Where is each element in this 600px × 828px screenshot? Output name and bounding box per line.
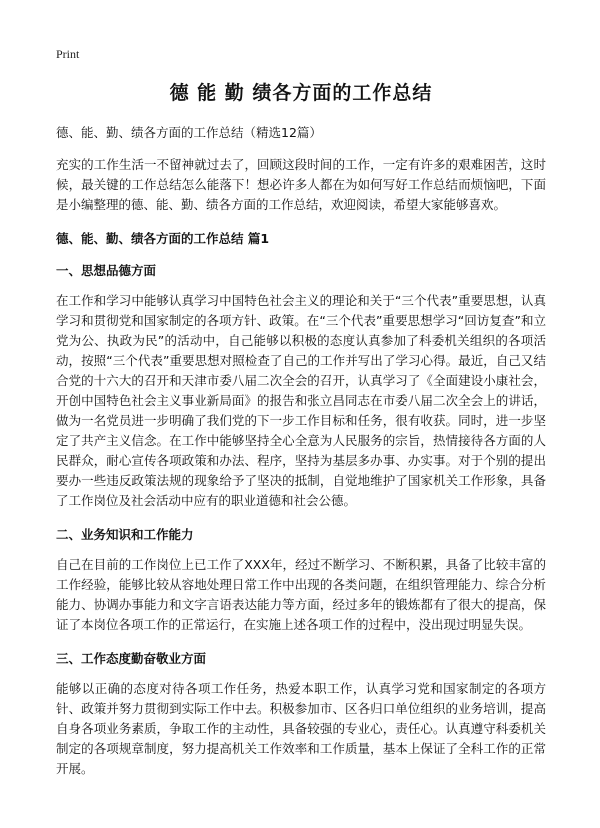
intro-paragraph: 充实的工作生活一不留神就过去了，回顾这段时间的工作，一定有许多的艰难困苦，这时候，最关键的工作总结怎么能落下！想必许多人都在为如何写好工作总结而烦恼吧，下面是小编整理的德、能、勤、绩各方面的工作总结，欢迎阅读，希望大家能够喜欢。: [56, 157, 546, 212]
part-heading-3: 三、工作态度勤奋敬业方面: [56, 651, 207, 666]
document-body: [56, 72, 546, 791]
document-subtitle: 德、能、勤、绩各方面的工作总结（精选12篇）: [56, 125, 322, 140]
part-body-2: 自己在目前的工作岗位上已工作了XXX年，经过不断学习、不断积累，具备了比较丰富的工作经验，能够比较从容地处理日常工作中出现的各类问题，在组织管理能力、综合分析能力、协调办事能力和文字言语表达能力等方面，经过多年的锻炼都有了很大的提高，保证了本岗位各项工作的正常运行，在实施上述各项工作的过程中，没出现过明显失误。: [56, 557, 546, 632]
print-link[interactable]: Print: [56, 47, 80, 61]
part-heading-2: 二、业务知识和工作能力: [56, 527, 194, 542]
part-heading-1: 一、思想品德方面: [56, 263, 157, 278]
part-body-3: 能够以正确的态度对待各项工作任务，热爱本职工作，认真学习党和国家制定的各项方针、政策并努力贯彻到实际工作中去。积极参加市、区各归口单位组织的业务培训，提高自身各项业务素质，争取工作的主动性，具备较强的专业心，责任心。认真遵守科委机关制定的各项规章制度，努力提高机关工作效率和工作质量，基本上保证了全科工作的正常开展。: [56, 681, 546, 776]
document-title: 德 能 勤 绩各方面的工作总结: [169, 82, 433, 104]
section-title: 德、能、勤、绩各方面的工作总结 篇1: [56, 231, 270, 246]
part-body-1: 在工作和学习中能够认真学习中国特色社会主义的理论和关于“三个代表”重要思想，认真学习和贯彻党和国家制定的各项方针、政策。在“三个代表”重要思想学习“回访复查”和立党为公、执政为民”的活动中，自己能够以积极的态度认真参加了科委机关组织的各项活动，按照“三个代表”重要思想对照检查了自己的工作并写出了学习心得。最近，自己又结合党的十六大的召开和天津市委八届二次全会的召开，认真学习了《全面建设小康社会，开创中国特色社会主义事业新局面》的报告和张立昌同志在市委八届二次全会上的讲话，做为一名党员进一步明确了我们党的下一步工作目标和任务，很有收获。同时，进一步坚定了共产主义信念。在工作中能够坚持全心全意为人民服务的宗旨，热情接待各方面的人民群众，耐心宣传各项政策和办法、程序，坚持为基层多办事、办实事。对于个别的提出要办一些违反政策法规的现象给予了坚决的抵制，自觉地维护了国家机关工作形象，具备了工作岗位及社会活动中应有的职业道德和社会公德。: [56, 293, 546, 508]
